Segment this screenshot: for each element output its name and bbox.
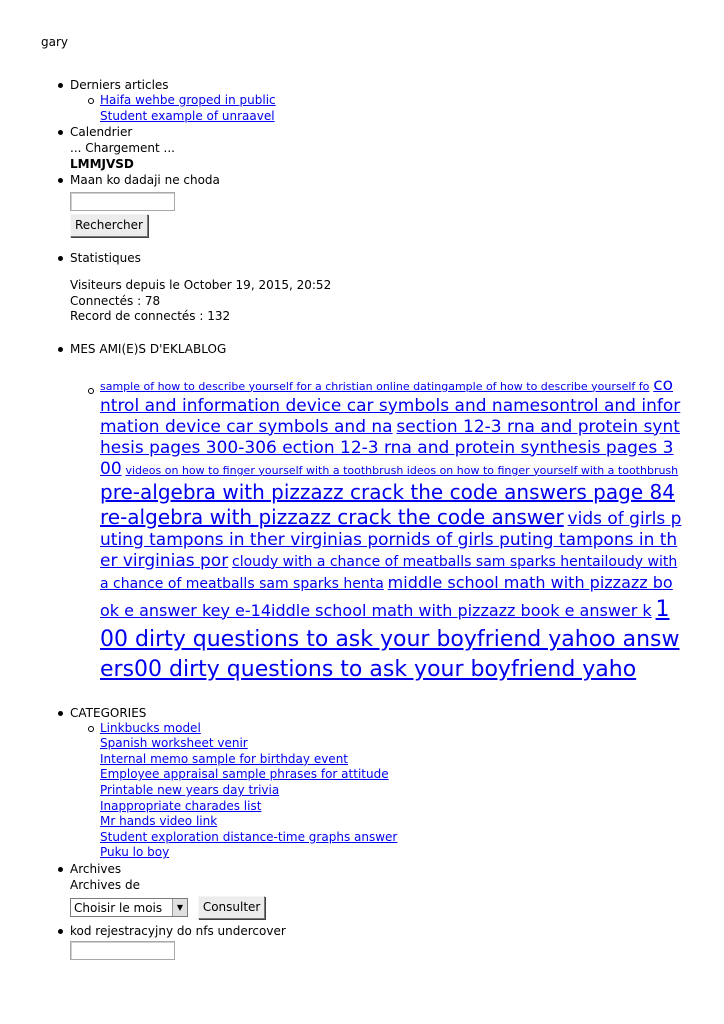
statistics-heading: Statistiques bbox=[70, 251, 141, 266]
recent-articles-list bbox=[70, 93, 700, 124]
widget-search bbox=[0, 172, 700, 250]
visitors-since: Visiteurs depuis le October 19, 2015, 20:52 bbox=[70, 278, 332, 293]
search-heading: Maan ko dadaji ne choda bbox=[70, 173, 220, 188]
category-link[interactable]: Spanish worksheet venir bbox=[100, 736, 248, 751]
calendar-days: LMMJVSD bbox=[70, 157, 134, 172]
friend-link[interactable]: section 12-3 rna and protein synthesis pages 300-306 ection 12-3 rna and protein synthesis pages 300 bbox=[100, 416, 680, 479]
category-link[interactable]: Internal memo sample for birthday event bbox=[100, 751, 348, 766]
recent-article-link[interactable]: Student example of unraavel bbox=[100, 108, 275, 123]
friend-link[interactable]: middle school math with pizzazz book e answer key e-14iddle school math with pizzazz book e answer k bbox=[100, 572, 673, 620]
friend-link[interactable]: 100 dirty questions to ask your boyfriend yahoo answers00 dirty questions to ask your boyfriend yaho bbox=[100, 596, 680, 682]
statistics-body bbox=[70, 278, 700, 325]
friend-link[interactable]: control and information device car symbols and namesontrol and information device car symbols and na bbox=[100, 374, 681, 437]
friends-heading: MES AMI(E)S D'EKLABLOG bbox=[70, 341, 227, 356]
connected-count: Connectés : 78 bbox=[70, 293, 161, 308]
friend-link[interactable]: cloudy with a chance of meatballs sam sparks hentailoudy with a chance of meatballs sam sparks henta bbox=[100, 553, 678, 592]
categories-heading: CATEGORIES bbox=[70, 705, 147, 720]
list-item bbox=[100, 814, 700, 830]
archives-select-value: Choisir le mois bbox=[74, 901, 163, 916]
archives-month-select[interactable] bbox=[70, 898, 188, 917]
site-title: gary bbox=[41, 35, 69, 49]
widget-categories bbox=[0, 705, 700, 861]
friend-link[interactable]: videos on how to finger yourself with a toothbrush ideos on how to finger yourself with a toothbrush bbox=[125, 463, 679, 477]
widget-recent-articles bbox=[0, 77, 700, 124]
calendar-heading: Calendrier bbox=[70, 125, 133, 140]
widget-archives bbox=[0, 861, 700, 923]
category-link[interactable]: Student exploration distance-time graphs answer bbox=[100, 829, 398, 844]
category-link[interactable]: Printable new years day trivia bbox=[100, 783, 280, 798]
category-link[interactable]: Puku lo boy bbox=[100, 845, 170, 860]
category-link[interactable]: Employee appraisal sample phrases for attitude bbox=[100, 767, 389, 782]
recent-articles-heading: Derniers articles bbox=[70, 78, 169, 92]
list-item bbox=[100, 783, 700, 799]
archives-label: Archives de bbox=[70, 878, 140, 893]
friend-link[interactable]: sample of how to describe yourself for a christian online datingample of how to describe yourself fo bbox=[100, 379, 650, 393]
calendar-loading: ... Chargement ... bbox=[70, 141, 175, 156]
friends-list bbox=[70, 375, 700, 685]
widget-extra bbox=[0, 923, 700, 960]
list-item bbox=[100, 799, 700, 815]
list-item bbox=[100, 752, 700, 768]
chevron-down-icon[interactable]: ▼ bbox=[172, 899, 187, 916]
search-input[interactable] bbox=[70, 192, 175, 211]
extra-input[interactable] bbox=[70, 941, 175, 960]
list-item bbox=[100, 736, 700, 752]
category-link[interactable]: Linkbucks model bbox=[100, 720, 201, 735]
recent-article-link[interactable]: Haifa wehbe groped in public bbox=[100, 93, 276, 107]
archives-submit-button[interactable]: Consulter bbox=[198, 896, 266, 919]
list-item bbox=[100, 109, 700, 125]
sidebar-widgets bbox=[0, 77, 700, 960]
categories-list bbox=[70, 721, 700, 861]
friends-link-cloud bbox=[100, 375, 682, 685]
friend-link[interactable]: vids of girls puting tampons in ther virginias pornids of girls puting tampons in ther virginias por bbox=[100, 508, 682, 571]
list-item bbox=[100, 375, 682, 685]
list-item bbox=[100, 93, 700, 109]
list-item bbox=[100, 845, 700, 861]
category-link[interactable]: Mr hands video link bbox=[100, 814, 218, 829]
list-item bbox=[100, 721, 700, 737]
connected-record: Record de connectés : 132 bbox=[70, 309, 231, 324]
friend-link[interactable]: pre-algebra with pizzazz crack the code answers page 84re-algebra with pizzazz crack the code answer bbox=[100, 479, 675, 529]
category-link[interactable]: Inappropriate charades list bbox=[100, 798, 262, 813]
widget-friends bbox=[0, 341, 700, 685]
list-item bbox=[100, 767, 700, 783]
widget-calendar bbox=[0, 124, 700, 172]
list-item bbox=[100, 830, 700, 846]
search-button[interactable]: Rechercher bbox=[70, 214, 148, 237]
widget-statistics bbox=[0, 250, 700, 325]
extra-heading: kod rejestracyjny do nfs undercover bbox=[70, 924, 286, 939]
archives-heading: Archives bbox=[70, 862, 122, 877]
